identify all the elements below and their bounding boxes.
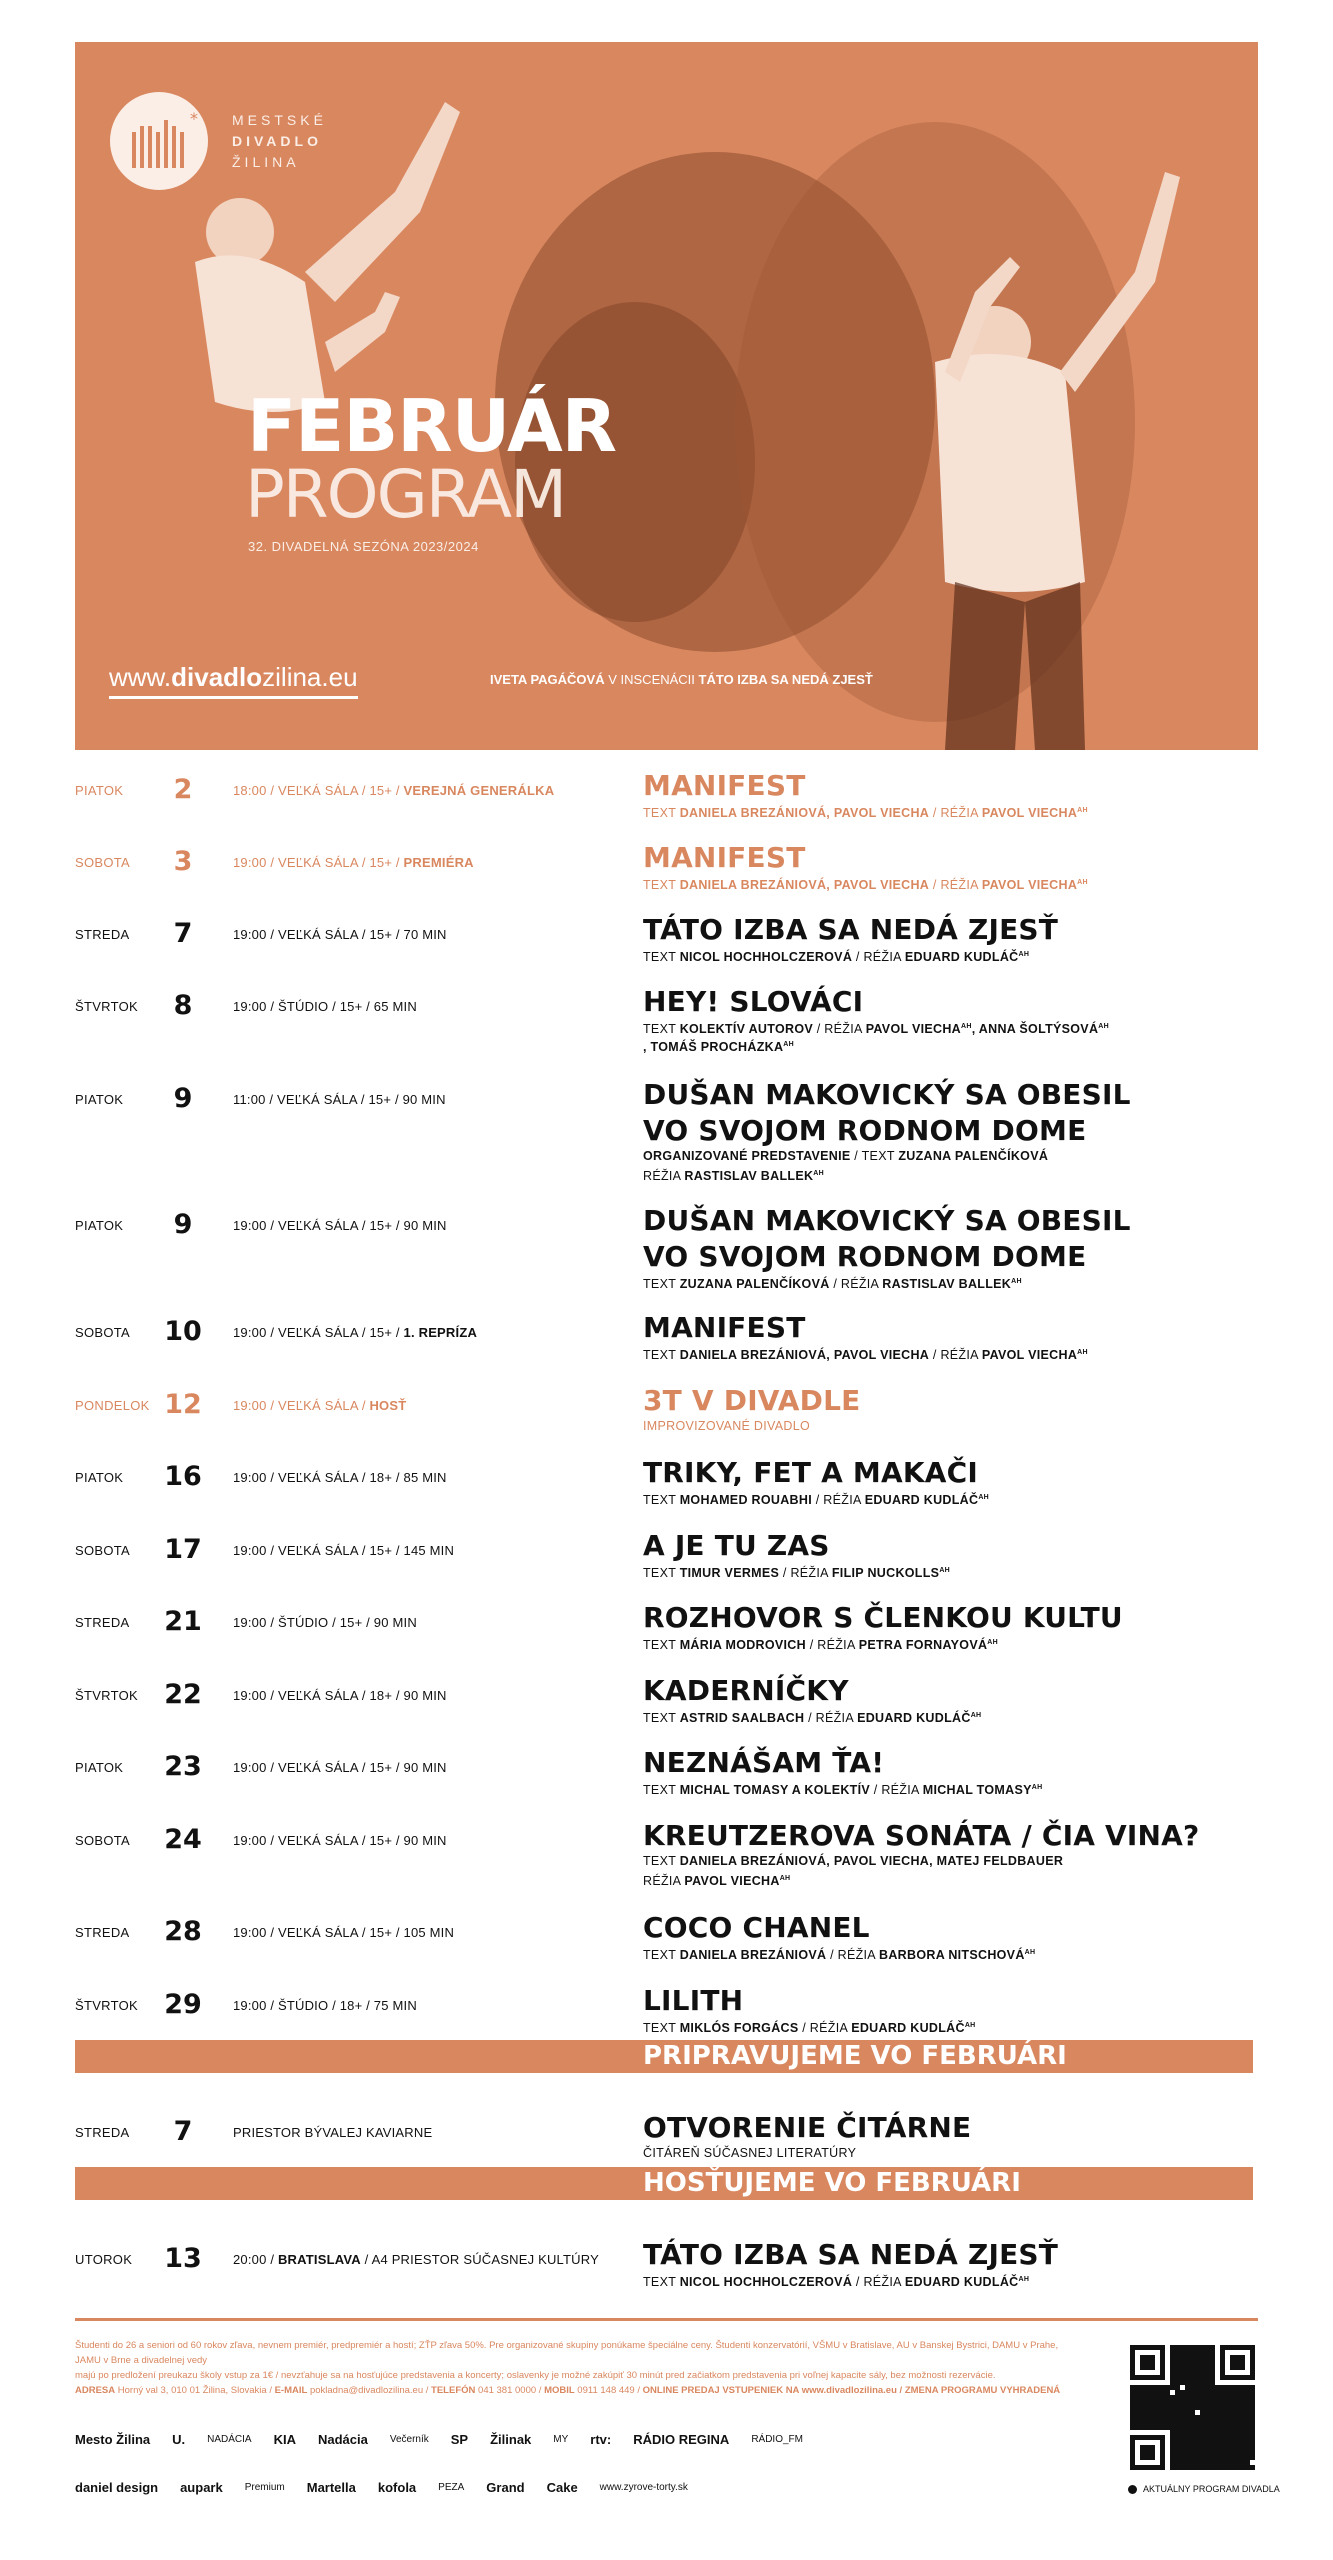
credit-text: NICOL HOCHHOLCZEROVÁ (679, 950, 853, 965)
sponsor-logo[interactable]: daniel design (75, 2480, 159, 2495)
credit-text: EDUARD KUDLÁČ (904, 950, 1019, 965)
event-info-text: 19:00 / VEĽKÁ SÁLA / 15+ / (233, 1325, 404, 1340)
event-credits (643, 1489, 989, 1509)
event-title[interactable]: KREUTZEROVA SONÁTA / ČIA VINA? (643, 1819, 1200, 1852)
info-icon (1128, 2485, 1137, 2494)
credit-text: EDUARD KUDLÁČ (857, 1711, 971, 1726)
credit-text: / RÉŽIA (826, 1948, 880, 1963)
event-credits-line2 (643, 1036, 794, 1056)
credit-sup: AH (783, 1041, 795, 1048)
event-info (233, 1398, 406, 1413)
event-info-text: 19:00 / VEĽKÁ SÁLA / 15+ / 105 MIN (233, 1925, 455, 1940)
sponsor-logo[interactable]: Grand (486, 2480, 525, 2495)
credit-sup: AH (987, 1639, 998, 1646)
event-date: 3 (173, 846, 193, 877)
event-title[interactable]: DUŠAN MAKOVICKÝ SA OBESIL (643, 1078, 1131, 1111)
credit-text: ZUZANA PALENČÍKOVÁ (679, 1277, 830, 1292)
credit-text: TEXT (643, 1638, 680, 1653)
event-day: UTOROK (75, 2252, 133, 2267)
credit-sup: AH (978, 1494, 990, 1501)
event-info (233, 855, 474, 870)
credit-text: MICHAL TOMASY (922, 1783, 1032, 1798)
event-title[interactable]: TRIKY, FET A MAKAČI (643, 1456, 978, 1489)
credit-text: / RÉŽIA (811, 1493, 865, 1508)
event-credits (643, 1273, 1022, 1293)
website-link[interactable]: www.divadlozilina.eu (109, 662, 358, 699)
event-title[interactable]: TÁTO IZBA SA NEDÁ ZJESŤ (643, 2238, 1059, 2271)
credit-text: MOHAMED ROUABHI (679, 1493, 812, 1508)
credit-text: TEXT (643, 2275, 680, 2290)
credit-text: RÉŽIA (643, 1874, 685, 1889)
credit-text: DANIELA BREZÁNIOVÁ, PAVOL VIECHA (679, 806, 930, 821)
event-day: SOBOTA (75, 1325, 131, 1340)
credit-text: RÉŽIA (643, 1169, 685, 1184)
event-credits (643, 946, 1029, 966)
event-day: ŠTVRTOK (75, 1998, 139, 2013)
event-day: PONDELOK (75, 1398, 150, 1413)
credit-text: TEXT (643, 1854, 680, 1868)
credit-text: ČITÁREŇ SÚČASNEJ LITERATÚRY (643, 2146, 857, 2160)
credit-text: TEXT (643, 1566, 680, 1581)
sponsor-logo[interactable]: Nadácia (317, 2432, 368, 2447)
event-info-rest: / A4 PRIESTOR SÚČASNEJ KULTÚRY (360, 2252, 599, 2267)
event-credits (643, 1417, 810, 1435)
event-day: PIATOK (75, 1470, 124, 1485)
event-title[interactable]: MANIFEST (643, 769, 806, 802)
event-title-line2[interactable]: VO SVOJOM RODNOM DOME (643, 1114, 1087, 1147)
credit-text: / RÉŽIA (929, 1348, 982, 1363)
sponsor-logo[interactable]: RÁDIO REGINA (633, 2432, 730, 2447)
event-date: 8 (173, 990, 193, 1021)
event-info (233, 1543, 454, 1558)
sponsor-logo[interactable]: Mesto Žilina (75, 2432, 151, 2447)
sponsor-logos-row-2 (75, 2480, 1075, 2495)
credit-text: PAVOL VIECHA (865, 1022, 961, 1037)
credit-sup: AH (1077, 807, 1088, 814)
credit-text: / RÉŽIA (929, 806, 982, 821)
credit-text: TEXT (643, 806, 680, 821)
logo-wordmark: MESTSKÉ DIVADLO ŽILINA (232, 111, 327, 170)
event-title[interactable]: COCO CHANEL (643, 1911, 870, 1944)
credit-text: / RÉŽIA (852, 2275, 905, 2290)
event-date: 12 (164, 1389, 202, 1420)
credit-sup: AH (813, 1170, 824, 1177)
event-date: 13 (164, 2243, 202, 2274)
credit-text: ZUZANA PALENČÍKOVÁ (898, 1149, 1049, 1163)
credit-text: PAVOL VIECHA (981, 1348, 1078, 1363)
credit-sup: AH (779, 1875, 791, 1882)
sponsor-logo[interactable]: rtv: (590, 2432, 612, 2447)
credit-text: / RÉŽIA (804, 1711, 858, 1726)
qr-caption: AKTUÁLNY PROGRAM DIVADLA (1128, 2484, 1280, 2494)
event-title[interactable]: OTVORENIE ČITÁRNE (643, 2111, 972, 2144)
event-day: SOBOTA (75, 1543, 131, 1558)
credit-text: , TOMÁŠ PROCHÁZKA (643, 1040, 784, 1055)
event-credits (643, 1562, 950, 1582)
event-credits (643, 1779, 1042, 1799)
event-info (233, 927, 447, 942)
credit-sup: AH (1098, 1023, 1109, 1030)
event-info-text: 19:00 / VEĽKÁ SÁLA / 15+ / 90 MIN (233, 1218, 447, 1233)
sponsor-logo[interactable]: kofola (377, 2480, 417, 2495)
event-info (233, 2252, 599, 2267)
event-info-text: 19:00 / VEĽKÁ SÁLA / 15+ / 90 MIN (233, 1833, 447, 1848)
sponsor-logo[interactable]: Večerník (389, 2434, 429, 2445)
credit-text: / RÉŽIA (812, 1022, 866, 1037)
theatre-logo[interactable] (110, 92, 327, 190)
credit-text: PAVOL VIECHA (684, 1874, 780, 1889)
credit-text: TEXT (643, 1493, 680, 1508)
event-date: 22 (164, 1679, 202, 1710)
credit-text: ORGANIZOVANÉ PREDSTAVENIE (643, 1149, 851, 1163)
credit-text: TEXT (643, 950, 680, 965)
event-date: 28 (164, 1916, 202, 1947)
event-date: 23 (164, 1751, 202, 1782)
credit-text: TEXT (643, 878, 680, 893)
event-day: ŠTVRTOK (75, 999, 139, 1014)
credit-text: / RÉŽIA (779, 1566, 832, 1581)
event-info-text: 19:00 / VEĽKÁ SÁLA / 18+ / 90 MIN (233, 1688, 447, 1703)
qr-code-icon[interactable] (1130, 2345, 1255, 2470)
event-info-bold: VEREJNÁ GENERÁLKA (403, 783, 555, 798)
event-day: STREDA (75, 2125, 130, 2140)
credit-text: RASTISLAV BALLEK (882, 1277, 1012, 1292)
event-day: PIATOK (75, 1218, 124, 1233)
svg-text:*: * (190, 109, 198, 128)
event-info-text: PRIESTOR BÝVALEJ KAVIARNE (233, 2125, 433, 2140)
sponsor-logo[interactable]: Martella (306, 2480, 356, 2495)
event-info (233, 1760, 447, 1775)
event-info (233, 1470, 447, 1485)
sponsor-logo[interactable]: www.zyrove-torty.sk (599, 2482, 688, 2493)
event-info-text: 19:00 / VEĽKÁ SÁLA / 18+ / 85 MIN (233, 1470, 447, 1485)
page-title: FEBRUÁR (247, 384, 617, 468)
event-title[interactable]: LILITH (643, 1984, 744, 2017)
event-info (233, 2125, 432, 2140)
event-date: 7 (173, 918, 193, 949)
event-info (233, 1833, 447, 1848)
credit-sup: AH (939, 1567, 951, 1574)
credit-text: TEXT (643, 1783, 680, 1798)
credit-sup: AH (1031, 1784, 1043, 1791)
event-date: 9 (173, 1083, 193, 1114)
event-info (233, 1688, 447, 1703)
event-info (233, 1092, 446, 1107)
sponsor-logo[interactable]: KIA (273, 2432, 296, 2447)
credit-sup: AH (964, 2022, 976, 2029)
credit-text: / RÉŽIA (870, 1783, 923, 1798)
event-title[interactable]: MANIFEST (643, 1311, 806, 1344)
credit-text: RASTISLAV BALLEK (684, 1169, 814, 1184)
photo-caption: IVETA PAGÁČOVÁ V INSCENÁCII TÁTO IZBA SA NEDÁ ZJESŤ (490, 672, 873, 687)
credit-text: / TEXT (850, 1149, 899, 1163)
event-info-text: 19:00 / VEĽKÁ SÁLA / 15+ / 90 MIN (233, 1760, 447, 1775)
event-info-bold: HOSŤ (369, 1398, 407, 1413)
event-date: 16 (164, 1461, 202, 1492)
credit-text: TEXT (643, 1277, 680, 1292)
credit-sup: AH (1018, 951, 1030, 958)
event-date: 17 (164, 1534, 202, 1565)
credit-text: / RÉŽIA (852, 950, 905, 965)
credit-text: PAVOL VIECHA (981, 878, 1078, 893)
event-title[interactable]: DUŠAN MAKOVICKÝ SA OBESIL (643, 1204, 1131, 1237)
event-info-bold: PREMIÉRA (403, 855, 474, 870)
event-title[interactable]: MANIFEST (643, 841, 806, 874)
event-info-text: 19:00 / VEĽKÁ SÁLA / (233, 1398, 370, 1413)
season-label: 32. DIVADELNÁ SEZÓNA 2023/2024 (248, 539, 479, 554)
event-day: PIATOK (75, 1092, 124, 1107)
credit-text: IMPROVIZOVANÉ DIVADLO (643, 1419, 810, 1433)
event-info-text: 20:00 / (233, 2252, 278, 2267)
sponsor-logo[interactable]: SP (450, 2432, 469, 2447)
credit-text: PAVOL VIECHA (981, 806, 1078, 821)
event-info (233, 1998, 417, 2013)
event-date: 29 (164, 1989, 202, 2020)
credit-text: DANIELA BREZÁNIOVÁ, PAVOL VIECHA, MATEJ FELDBAUER (679, 1854, 1064, 1868)
credit-text: TEXT (643, 1348, 680, 1363)
credit-text: TIMUR VERMES (679, 1566, 780, 1581)
section-banner-upcoming: PRIPRAVUJEME VO FEBRUÁRI (75, 2040, 1253, 2073)
event-info-text: 18:00 / VEĽKÁ SÁLA / 15+ / (233, 783, 404, 798)
event-info (233, 1325, 477, 1340)
event-info-text: 19:00 / VEĽKÁ SÁLA / 15+ / (233, 855, 404, 870)
event-title[interactable]: TÁTO IZBA SA NEDÁ ZJESŤ (643, 913, 1059, 946)
credit-text: FILIP NUCKOLLS (831, 1566, 940, 1581)
logo-mark-icon (110, 92, 208, 190)
event-title[interactable]: ROZHOVOR S ČLENKOU KULTU (643, 1601, 1123, 1634)
event-title[interactable]: NEZNÁŠAM ŤA! (643, 1746, 885, 1779)
footer-fine-print: Študenti do 26 a seniori od 60 rokov zľava, nevnem premiér, predpremiér a hostí; ZŤP zľava 50%. Pre organizované skupiny ponúkame špeciálne ceny. Študenti konzervatórií, VŠMU v Bratislave, AU v Banskej Bystrici, DAMU v Prahe, JAMU v Brne a divadelnej vedy majú po predložení preukazu školy vstup za 1€ / nevzťahuje sa na hosťujúce predstavenia a koncerty; oslavenky je možné zakúpiť 30 minút pred začiatkom predstavenia pri voľnej kapacite sály, bez možnosti rezervácie. ADRESA Horný val 3, 010 01 Žilina, Slovakia / E-MAIL pokladna@divadlozilina.eu / TELEFÓN 041 381 0000 / MOBIL 0911 148 449 / ONLINE PREDAJ VSTUPENIEK NA www.divadlozilina.eu / ZMENA PROGRAMU VYHRADENÁ (75, 2340, 1061, 2396)
event-date: 10 (164, 1316, 202, 1347)
sponsor-logos-row-1 (75, 2432, 1075, 2447)
event-info (233, 783, 554, 798)
event-date: 24 (164, 1824, 202, 1855)
event-credits-line2 (643, 1165, 824, 1185)
credit-sup: AH (970, 1712, 982, 1719)
event-credits (643, 1147, 1048, 1165)
event-day: STREDA (75, 927, 130, 942)
event-info (233, 999, 417, 1014)
event-day: PIATOK (75, 783, 124, 798)
event-date: 7 (173, 2116, 193, 2147)
event-credits (643, 1852, 1063, 1870)
credit-text: MICHAL TOMASY A KOLEKTÍV (679, 1783, 871, 1798)
event-date: 9 (173, 1209, 193, 1240)
sponsor-logo[interactable]: aupark (180, 2480, 223, 2495)
credit-text: DANIELA BREZÁNIOVÁ, PAVOL VIECHA (679, 1348, 930, 1363)
credit-text: / RÉŽIA (798, 2021, 852, 2036)
footer-divider (75, 2318, 1258, 2321)
event-date: 2 (173, 774, 193, 805)
credit-text: TEXT (643, 1711, 680, 1726)
credit-sup: AH (1077, 1349, 1088, 1356)
credit-text: TEXT (643, 1022, 680, 1037)
event-info-text: 19:00 / ŠTÚDIO / 18+ / 75 MIN (233, 1998, 417, 2013)
event-info (233, 1615, 417, 1630)
event-day: STREDA (75, 1615, 130, 1630)
event-credits (643, 1344, 1088, 1364)
sponsor-logo[interactable]: Cake (546, 2480, 578, 2495)
credit-text: TEXT (643, 2021, 680, 2036)
credit-text: / RÉŽIA (805, 1638, 859, 1653)
credit-text: EDUARD KUDLÁČ (851, 2021, 965, 2036)
event-info-text: 19:00 / VEĽKÁ SÁLA / 15+ / 145 MIN (233, 1543, 455, 1558)
event-title[interactable]: A JE TU ZAS (643, 1529, 830, 1562)
sponsor-logo[interactable]: Žilinak (490, 2432, 532, 2447)
credit-text: BARBORA NITSCHOVÁ (879, 1948, 1025, 1963)
event-credits (643, 2144, 856, 2162)
event-day: SOBOTA (75, 1833, 131, 1848)
credit-text: KOLEKTÍV AUTOROV (679, 1022, 813, 1037)
credit-text: ASTRID SAALBACH (679, 1711, 805, 1726)
credit-text: EDUARD KUDLÁČ (904, 2275, 1019, 2290)
event-day: SOBOTA (75, 855, 131, 870)
credit-text: MIKLÓS FORGÁCS (679, 2021, 799, 2036)
credit-sup: AH (1018, 2276, 1030, 2283)
event-title-line2[interactable]: VO SVOJOM RODNOM DOME (643, 1240, 1087, 1273)
credit-sup: AH (1077, 879, 1088, 886)
event-day: ŠTVRTOK (75, 1688, 139, 1703)
credit-text: / RÉŽIA (929, 878, 982, 893)
sponsor-logo[interactable]: U. (172, 2432, 186, 2447)
credit-sup: AH (1024, 1949, 1036, 1956)
event-info-text: 19:00 / ŠTÚDIO / 15+ / 65 MIN (233, 999, 417, 1014)
event-info (233, 1218, 447, 1233)
credit-text: , ANNA ŠOLTÝSOVÁ (971, 1022, 1099, 1037)
event-date: 21 (164, 1606, 202, 1637)
event-day: STREDA (75, 1925, 130, 1940)
event-credits (643, 874, 1088, 894)
event-info-text: 19:00 / ŠTÚDIO / 15+ / 90 MIN (233, 1615, 417, 1630)
event-credits (643, 802, 1088, 822)
sponsor-logo[interactable]: NADÁCIA (207, 2434, 252, 2445)
credit-text: DANIELA BREZÁNIOVÁ, PAVOL VIECHA (679, 878, 930, 893)
sponsor-logo[interactable]: Premium (244, 2482, 285, 2493)
event-day: PIATOK (75, 1760, 124, 1775)
event-title[interactable]: HEY! SLOVÁCI (643, 985, 864, 1018)
sponsor-logo[interactable]: PEZA (438, 2482, 465, 2493)
credit-sup: AH (960, 1023, 972, 1030)
credit-text: DANIELA BREZÁNIOVÁ (679, 1948, 827, 1963)
credit-text: EDUARD KUDLÁČ (864, 1493, 979, 1508)
page-subtitle: PROGRAM (245, 456, 566, 533)
event-credits (643, 1944, 1035, 1964)
event-info-text: 11:00 / VEĽKÁ SÁLA / 15+ / 90 MIN (233, 1092, 446, 1107)
event-credits-line2 (643, 1870, 790, 1890)
credit-text: MÁRIA MODROVICH (679, 1638, 806, 1653)
credit-sup: AH (1011, 1278, 1022, 1285)
event-info-bold: BRATISLAVA (277, 2252, 361, 2267)
credit-text: TEXT (643, 1948, 680, 1963)
event-credits (643, 2017, 976, 2037)
section-banner-guest: HOSŤUJEME VO FEBRUÁRI (75, 2167, 1253, 2200)
event-info-text: 19:00 / VEĽKÁ SÁLA / 15+ / 70 MIN (233, 927, 447, 942)
credit-text: / RÉŽIA (829, 1277, 883, 1292)
credit-text: PETRA FORNAYOVÁ (858, 1638, 988, 1653)
sponsor-logo[interactable]: RÁDIO_FM (751, 2434, 803, 2445)
event-credits (643, 1707, 981, 1727)
sponsor-logo[interactable]: MY (553, 2434, 569, 2445)
credit-text: NICOL HOCHHOLCZEROVÁ (679, 2275, 853, 2290)
event-title[interactable]: KADERNÍČKY (643, 1674, 849, 1707)
event-credits (643, 1634, 998, 1654)
event-title[interactable]: 3T V DIVADLE (643, 1384, 861, 1417)
event-credits (643, 2271, 1029, 2291)
event-info (233, 1925, 454, 1940)
event-info-bold: 1. REPRÍZA (403, 1325, 478, 1340)
hero-banner (75, 42, 1258, 750)
